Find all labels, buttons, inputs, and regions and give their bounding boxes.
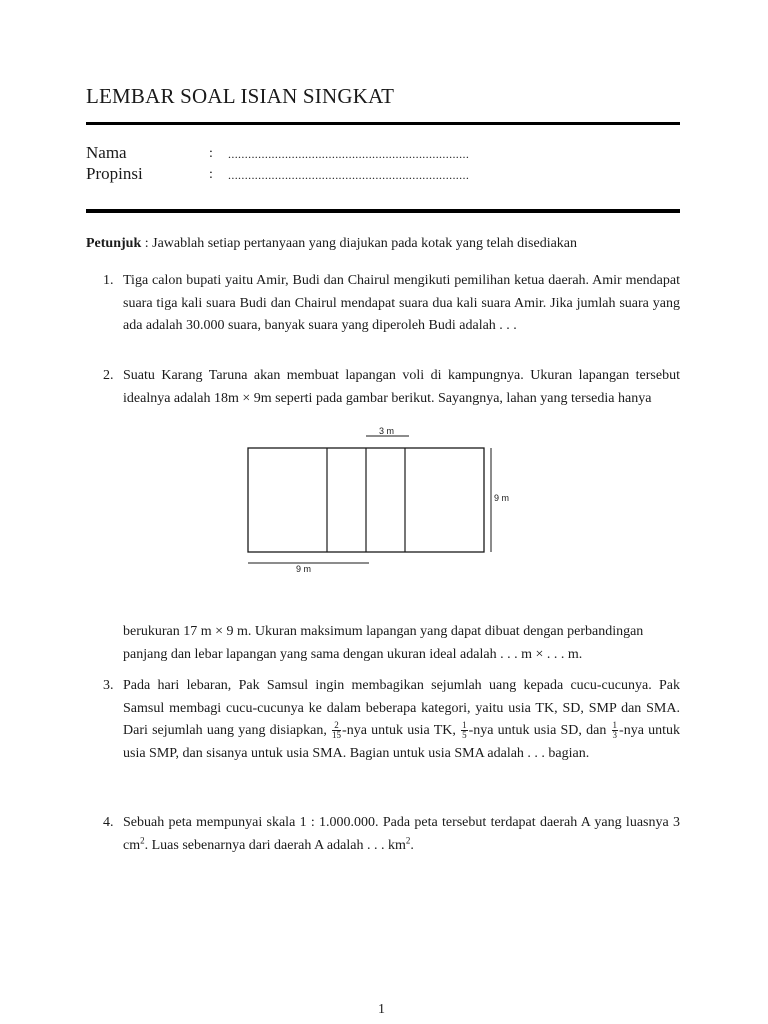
question-number: 2. bbox=[103, 368, 114, 383]
fraction-one-third: $\frac{1}{3}$ bbox=[612, 720, 618, 741]
name-label: Nama bbox=[86, 143, 127, 162]
bottom-dimension-label: 9 m bbox=[296, 564, 312, 574]
question-text: Suatu Karang Taruna akan membuat lapangan voli di kampungnya. Ukuran lapangan tersebut idealnya adalah 18m × 9m seperti pada gambar berikut. Sayangnya, lahan yang tersedia hanya bbox=[123, 368, 680, 406]
right-dimension-label: 9 m bbox=[494, 493, 510, 503]
question-2-continuation: berukuran 17 m × 9 m. Ukuran maksimum lapangan yang dapat dibuat dengan perbandingan panjang dan lebar lapangan yang sama dengan ukuran ideal adalah . . . m × . . . m. bbox=[123, 624, 644, 662]
top-dimension-label: 3 m bbox=[379, 426, 395, 436]
question-1 bbox=[86, 270, 680, 338]
page-title: LEMBAR SOAL ISIAN SINGKAT bbox=[86, 84, 395, 108]
instruction bbox=[86, 234, 577, 254]
province-label: Propinsi bbox=[86, 164, 143, 183]
fraction-two-fifteenths: $\frac{2}{15}$ bbox=[332, 720, 342, 741]
question-text: Sebuah peta mempunyai skala 1 : 1.000.000. Pada peta tersebut terdapat daerah A yang luasnya 3 $cm^2$. Luas sebenarnya dari daerah A adalah . . . $km^2$. bbox=[123, 815, 680, 853]
question-2 bbox=[86, 365, 680, 410]
bottom-divider bbox=[86, 209, 680, 213]
top-divider bbox=[86, 122, 680, 125]
question-number: 3. bbox=[103, 678, 114, 693]
volleyball-court-figure bbox=[238, 420, 528, 580]
question-text: Pada hari lebaran, Pak Samsul ingin membagikan sejumlah uang kepada cucu-cucunya. Pak Samsul membagi cucu-cucunya ke dalam beberapa kategori, yaitu usia TK, SD, SMP dan SMA. Dari sejumlah uang yang disiapkan, $\frac{2}{15}$ -nya untuk usia TK, $\frac{1}{5}$ -nya untuk usia SD, dan $\frac{1}{3}$ -nya untuk usia SMP, dan sisanya untuk usia SMA. Bagian untuk usia SMA adalah . . . bagian. bbox=[123, 678, 680, 761]
question-number: 1. bbox=[103, 273, 114, 288]
name-field[interactable]: ........................................................................ bbox=[228, 147, 470, 161]
instruction-label: Petunjuk bbox=[86, 236, 142, 251]
name-colon: : bbox=[209, 146, 213, 161]
province-field[interactable]: ........................................................................ bbox=[228, 168, 470, 182]
page-number: 1 bbox=[378, 1002, 385, 1017]
instruction-text: : Jawablah setiap pertanyaan yang diajukan pada kotak yang telah disediakan bbox=[144, 236, 578, 251]
question-4 bbox=[86, 812, 680, 857]
fraction-one-fifth: $\frac{1}{5}$ bbox=[462, 720, 467, 741]
province-colon: : bbox=[209, 167, 213, 182]
question-3 bbox=[86, 675, 680, 765]
question-number: 4. bbox=[103, 815, 114, 830]
question-text: Tiga calon bupati yaitu Amir, Budi dan Chairul mengikuti pemilihan ketua daerah. Amir mendapat suara tiga kali suara Budi dan Chairul mendapat suara dua kali suara Amir. Jika jumlah suara yang ada adalah 30.000 suara, banyak suara yang diperoleh Budi adalah . . . bbox=[123, 273, 680, 333]
